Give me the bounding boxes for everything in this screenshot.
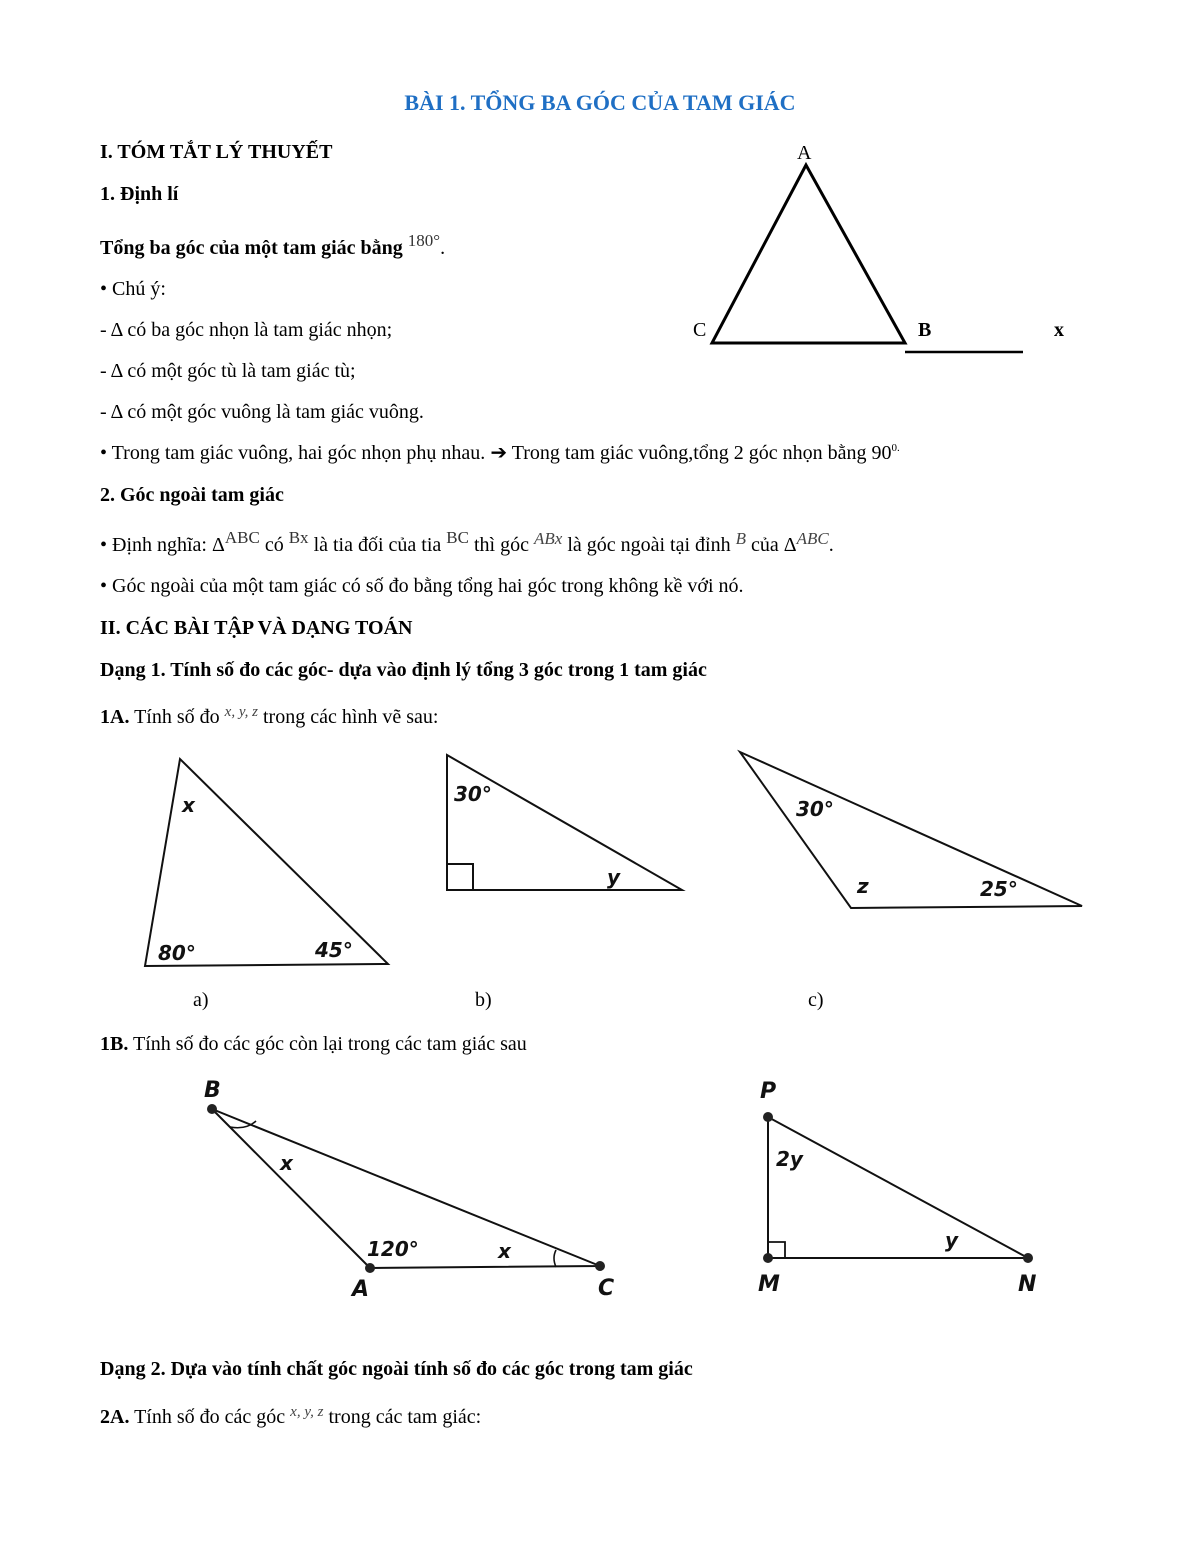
section1-heading: I. TÓM TẮT LÝ THUYẾT <box>100 141 333 163</box>
theorem-text: Tổng ba góc của một tam giác bằng <box>100 237 403 259</box>
right-note-text-2: Trong tam giác vuông,tổng 2 góc nhọn bằng 90 <box>511 442 892 464</box>
right-angle-mark <box>447 864 473 890</box>
vertex-label-c: C <box>693 319 707 341</box>
triangle-a-shape <box>145 759 388 966</box>
angle-label: x <box>182 793 195 817</box>
right-note-sup: 0. <box>891 442 900 454</box>
exercise-label: 2A. <box>100 1406 130 1428</box>
triangle-b-shape <box>447 755 682 890</box>
def-math: ABC <box>796 529 829 548</box>
angle-label: 2y <box>776 1147 803 1171</box>
note-label: • Chú ý: <box>100 278 166 300</box>
vertex-label-a: A <box>352 1277 370 1302</box>
triangle-abc-shape <box>712 165 905 343</box>
def-text: có <box>264 534 284 556</box>
exercise-label: 1B. <box>100 1033 129 1055</box>
theorem-value: 180° <box>407 231 441 250</box>
exercise-math: x, y, z <box>224 704 258 720</box>
def-text: của Δ <box>751 534 797 556</box>
vertex-label-b: B <box>204 1078 221 1103</box>
angle-label: x <box>280 1151 293 1175</box>
exercise-label: 1A. <box>100 706 130 728</box>
point-b <box>207 1104 217 1114</box>
vertex-label-m: M <box>758 1272 780 1297</box>
theorem-subheading: 1. Định lí <box>100 183 179 205</box>
theorem-end: . <box>440 237 446 259</box>
dang1-heading: Dạng 1. Tính số đo các góc- dựa vào định lý tổng 3 góc trong 1 tam giác <box>100 659 707 681</box>
note-item: - Δ có một góc vuông là tam giác vuông. <box>100 401 424 423</box>
def-math: ABC <box>224 528 260 547</box>
angle-label: 45° <box>315 938 353 962</box>
point-a <box>365 1263 375 1273</box>
figure-theory-triangle <box>693 142 1064 352</box>
exercise-text: Tính số đo <box>134 706 220 728</box>
angle-label: 120° <box>367 1237 419 1261</box>
right-note-text: • Trong tam giác vuông, hai góc nhọn phụ nhau. <box>100 442 486 464</box>
def-text: thì góc <box>473 534 529 556</box>
point-m <box>763 1253 773 1263</box>
figure-caption-c: c) <box>808 989 824 1011</box>
exterior-angle-subheading: 2. Góc ngoài tam giác <box>100 484 284 506</box>
def-math: Bx <box>288 528 309 547</box>
vertex-label-p: P <box>760 1079 777 1104</box>
figure-1b-pmn <box>758 1079 1036 1297</box>
vertex-label-a: A <box>797 142 812 164</box>
exercise-text: Tính số đo các góc còn lại trong các tam giác sau <box>132 1033 527 1055</box>
point-c <box>595 1261 605 1271</box>
def-math: BC <box>446 528 469 547</box>
figure-a <box>145 759 388 966</box>
exterior-angle-property: • Góc ngoài của một tam giác có số đo bằng tổng hai góc trong không kề với nó. <box>100 575 744 597</box>
def-math: ABx <box>533 529 563 548</box>
angle-label: z <box>857 874 869 898</box>
figure-b <box>447 755 682 890</box>
figure-1b-abc <box>204 1078 614 1302</box>
def-text: • Định nghĩa: Δ <box>100 534 225 556</box>
triangle-pmn-shape <box>768 1117 1028 1258</box>
def-math: B <box>735 529 746 548</box>
arrow-icon: ➔ <box>490 442 508 464</box>
angle-arc-c <box>554 1250 556 1267</box>
section2-heading: II. CÁC BÀI TẬP VÀ DẠNG TOÁN <box>100 617 413 639</box>
def-text: là tia đối của tia <box>313 534 442 556</box>
angle-label: 30° <box>796 797 834 821</box>
exercise-text: Tính số đo các góc <box>134 1406 286 1428</box>
vertex-label-n: N <box>1018 1272 1037 1297</box>
angle-label: y <box>945 1228 959 1252</box>
def-text: là góc ngoài tại đỉnh <box>567 534 731 556</box>
triangle-c-shape <box>740 752 1082 908</box>
page-title: BÀI 1. TỔNG BA GÓC CỦA TAM GIÁC <box>404 90 796 115</box>
figure-caption-a: a) <box>193 989 209 1011</box>
vertex-label-b: B <box>918 319 932 341</box>
angle-label: 80° <box>158 941 196 965</box>
point-p <box>763 1112 773 1122</box>
ray-label-x: x <box>1054 319 1064 341</box>
angle-label: y <box>607 865 621 889</box>
def-text: . <box>828 534 834 556</box>
note-item: - Δ có ba góc nhọn là tam giác nhọn; <box>100 319 393 341</box>
figure-caption-b: b) <box>475 989 492 1011</box>
angle-label: 30° <box>454 782 492 806</box>
exercise-text: trong các tam giác: <box>328 1406 482 1428</box>
angle-label: x <box>498 1239 511 1263</box>
exercise-text: trong các hình vẽ sau: <box>262 706 439 728</box>
note-item: - Δ có một góc tù là tam giác tù; <box>100 360 356 382</box>
dang2-heading: Dạng 2. Dựa vào tính chất góc ngoài tính số đo các góc trong tam giác <box>100 1358 693 1380</box>
vertex-label-c: C <box>598 1276 615 1301</box>
angle-label: 25° <box>980 877 1018 901</box>
point-n <box>1023 1253 1033 1263</box>
figure-c <box>740 752 1082 908</box>
exercise-math: x, y, z <box>290 1404 324 1420</box>
